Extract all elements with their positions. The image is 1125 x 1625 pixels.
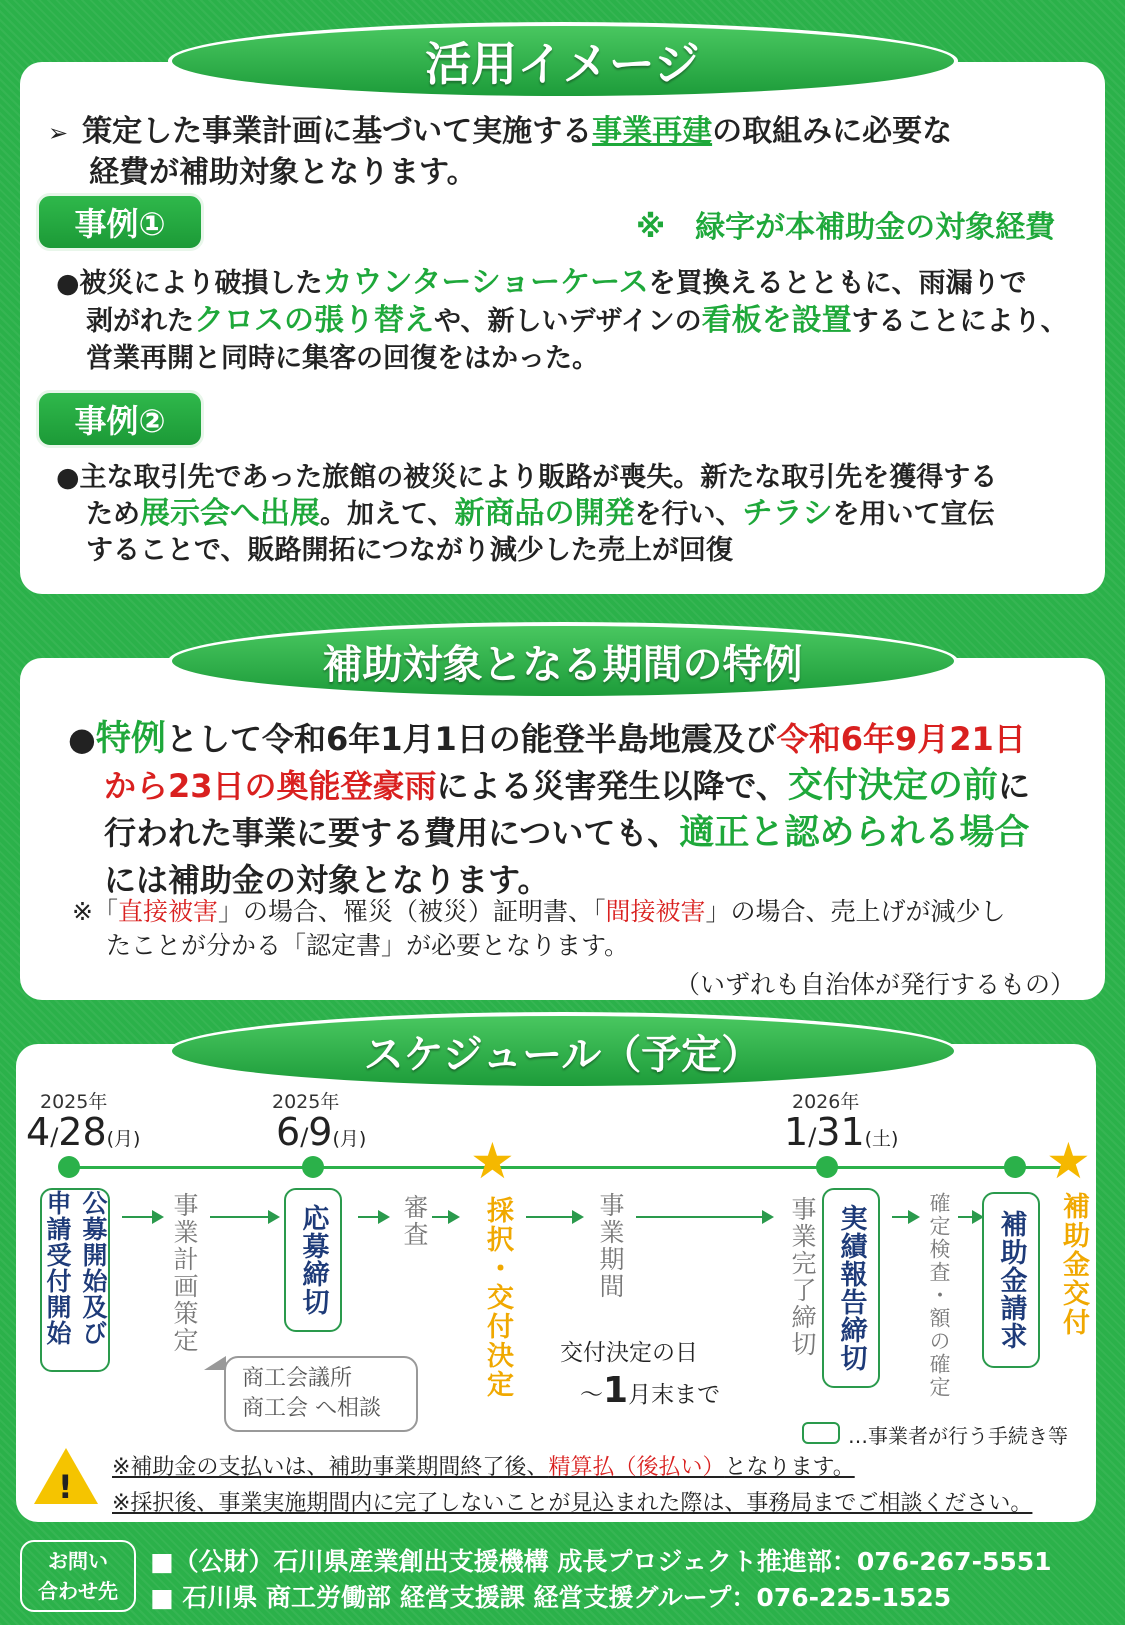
note-n1c: 」の場合、売上げが減少し	[705, 897, 1006, 926]
special-l2-green: 交付決定の前	[787, 766, 998, 806]
case2-label: 事例②	[74, 402, 166, 440]
warn1b: となります。	[724, 1455, 855, 1480]
date1: 4/28(月)	[26, 1110, 141, 1154]
intro-text-2: の取組みに必要な	[712, 114, 953, 149]
case1-l3: 営業再開と同時に集客の回復をはかった。	[86, 343, 599, 374]
case2-l2g: 展示会へ出展	[140, 496, 320, 531]
step-box-application-text: 公募開始及び申請受付開始	[43, 1190, 108, 1346]
case2-l2c: を行い、	[634, 499, 743, 530]
warning-icon-mark: !	[58, 1468, 73, 1506]
timeline-dot-4	[1004, 1156, 1026, 1178]
case1-l2a: 剥がれた	[86, 306, 194, 337]
arrow-5	[526, 1216, 582, 1218]
step-box-claim-text: 補助金請求	[995, 1210, 1027, 1350]
case1-l2g2: 看板を設置	[701, 303, 852, 338]
note-n2: たことが分かる「認定書」が必要となります。	[106, 931, 630, 960]
step-period: 事業期間	[596, 1192, 625, 1300]
decision-l2c: 月末まで	[628, 1382, 721, 1408]
timeline-dot-3	[816, 1156, 838, 1178]
step-adopt: 採択・交付決定	[482, 1196, 513, 1399]
step-box-deadline-text: 応募締切	[297, 1204, 329, 1316]
contact-label	[20, 1540, 136, 1612]
date2-year: 2025年	[272, 1091, 340, 1113]
special-note-n3: （いずれも自治体が発行するもの）	[674, 970, 1075, 999]
date1-day: 28	[58, 1110, 107, 1154]
usage-note: ※ 緑字が本補助金の対象経費	[636, 210, 1056, 245]
case2-tag	[36, 390, 204, 448]
arrow-3	[358, 1216, 388, 1218]
section-schedule-title-text: スケジュール（予定）	[363, 1031, 762, 1078]
note-n1-red2: 間接被害	[605, 897, 706, 926]
case1-text	[56, 264, 1068, 377]
case1-l2b: や、新しいデザインの	[434, 306, 702, 337]
special-l4: には補助金の対象となります。	[104, 861, 550, 899]
case2-text	[56, 460, 997, 569]
date3-dow: (土)	[864, 1128, 899, 1150]
contact-label-l1: お問い	[48, 1549, 108, 1573]
date1-month: 4	[26, 1110, 51, 1154]
date1-dow: (月)	[106, 1128, 141, 1150]
case1-l2c: することにより、	[851, 306, 1068, 337]
special-bullet: ●	[68, 720, 96, 758]
date2-month: 6	[276, 1110, 301, 1154]
step-confirm: 確定検査・額の確定	[927, 1192, 951, 1399]
special-l3-green: 適正と認められる場合	[679, 813, 1030, 853]
arrow-bullet-icon: ➢	[48, 119, 69, 147]
case2-l2b: 。加えて、	[320, 499, 455, 530]
consult-bubble	[224, 1356, 418, 1432]
decision-note	[560, 1334, 720, 1414]
case1-l1g: カウンターショーケース	[322, 265, 649, 300]
legend-swatch	[802, 1422, 840, 1444]
arrow-6	[636, 1216, 772, 1218]
warning-2: ※採択後、事業実施期間内に完了しないことが見込まれた際は、事務局までご相談ください。	[112, 1491, 1033, 1516]
step-box-claim	[982, 1192, 1040, 1368]
note-n1-red: 直接被害	[117, 897, 218, 926]
date1-year: 2025年	[40, 1091, 108, 1113]
case2-l2a: ため	[86, 499, 140, 530]
date3-day: 31	[816, 1110, 865, 1154]
special-l1-red: 令和6年9月21日	[776, 720, 1026, 758]
special-main	[68, 716, 1030, 904]
special-notes	[72, 895, 1006, 963]
note-n1a: ※「	[72, 897, 118, 926]
date2: 6/9(月)	[276, 1110, 367, 1154]
consult-bubble-tail	[204, 1356, 226, 1370]
timeline-line	[68, 1166, 1068, 1169]
decision-l2b: 1	[603, 1370, 629, 1411]
arrow-8	[958, 1216, 982, 1218]
case2-l2d: を用いて宣伝	[832, 499, 995, 530]
step-plan: 事業計画策定	[170, 1192, 199, 1354]
special-l1-green: 特例	[95, 719, 166, 759]
case2-l2g2: 新商品の開発	[454, 496, 635, 531]
section-schedule-title	[168, 1012, 958, 1090]
step-complete: 事業完了締切	[788, 1196, 817, 1358]
decision-l1: 交付決定の日	[560, 1340, 698, 1366]
warning-1	[112, 1450, 855, 1481]
section-usage-title	[168, 22, 958, 100]
step-box-deadline	[284, 1188, 342, 1332]
arrow-2	[210, 1216, 278, 1218]
step-box-report-text: 実績報告締切	[835, 1204, 867, 1372]
section-special-title	[168, 622, 958, 700]
date2-dow: (月)	[332, 1128, 367, 1150]
special-l2a: による災害発生以降で、	[436, 767, 788, 805]
intro-highlight: 事業再建	[592, 114, 713, 149]
date3-month: 1	[784, 1110, 809, 1154]
section-usage-title-text: 活用イメージ	[425, 37, 700, 91]
step-review: 審査	[400, 1194, 429, 1248]
contact-line-2: ■ 石川県 商工労働部 経営支援課 経営支援グループ：076-225-1525	[150, 1583, 952, 1612]
case2-l3: することで、販路開拓につながり減少した売上が回復	[86, 535, 733, 566]
star-icon: ★	[1046, 1132, 1091, 1190]
step-box-report	[822, 1188, 880, 1388]
case1-l1a: ●被災により破損した	[56, 268, 323, 299]
step-box-application	[40, 1188, 110, 1372]
star-icon: ★	[470, 1132, 515, 1190]
step-payment: 補助金交付	[1058, 1192, 1089, 1337]
case1-l1b: を買換えるとともに、雨漏りで	[648, 268, 1027, 299]
timeline-dot-2	[302, 1156, 324, 1178]
arrow-4	[432, 1216, 458, 1218]
case1-tag	[36, 193, 204, 251]
case1-label: 事例①	[74, 205, 166, 243]
arrow-1	[122, 1216, 162, 1218]
timeline-dot-1	[58, 1156, 80, 1178]
special-l2b: に	[997, 767, 1030, 805]
intro-text: 策定した事業計画に基づいて実施する	[82, 114, 593, 149]
date3: 1/31(土)	[784, 1110, 899, 1154]
note-n1b: 」の場合、罹災（被災）証明書、「	[217, 897, 606, 926]
warn1a: ※補助金の支払いは、補助事業期間終了後、	[112, 1455, 549, 1480]
intro-line-2: 経費が補助対象となります。	[89, 155, 477, 190]
decision-l2a: ～	[580, 1382, 603, 1408]
warn1-red: 精算払（後払い）	[548, 1455, 725, 1480]
section-special-title-text: 補助対象となる期間の特例	[322, 641, 803, 688]
legend-text: …事業者が行う手続き等	[848, 1424, 1068, 1448]
consult-l1: 商工会議所	[242, 1366, 353, 1391]
case1-l2g: クロスの張り替え	[194, 303, 434, 338]
date2-day: 9	[308, 1110, 333, 1154]
consult-l2: 商工会 へ相談	[242, 1396, 381, 1421]
date3-year: 2026年	[792, 1091, 860, 1113]
special-l1a: として令和6年1月1日の能登半島地震及び	[165, 720, 777, 758]
arrow-7	[892, 1216, 918, 1218]
contact-label-l2: 合わせ先	[38, 1579, 118, 1603]
special-l3a: 行われた事業に要する費用についても、	[104, 814, 680, 852]
usage-intro	[48, 112, 952, 193]
contact-line-1: ■（公財）石川県産業創出支援機構 成長プロジェクト推進部：076-267-5551	[150, 1547, 1052, 1576]
special-l2-red: から23日の奥能登豪雨	[104, 767, 437, 805]
case2-l1: ●主な取引先であった旅館の被災により販路が喪失。新たな取引先を獲得する	[56, 462, 998, 493]
case2-l2g3: チラシ	[742, 496, 833, 531]
